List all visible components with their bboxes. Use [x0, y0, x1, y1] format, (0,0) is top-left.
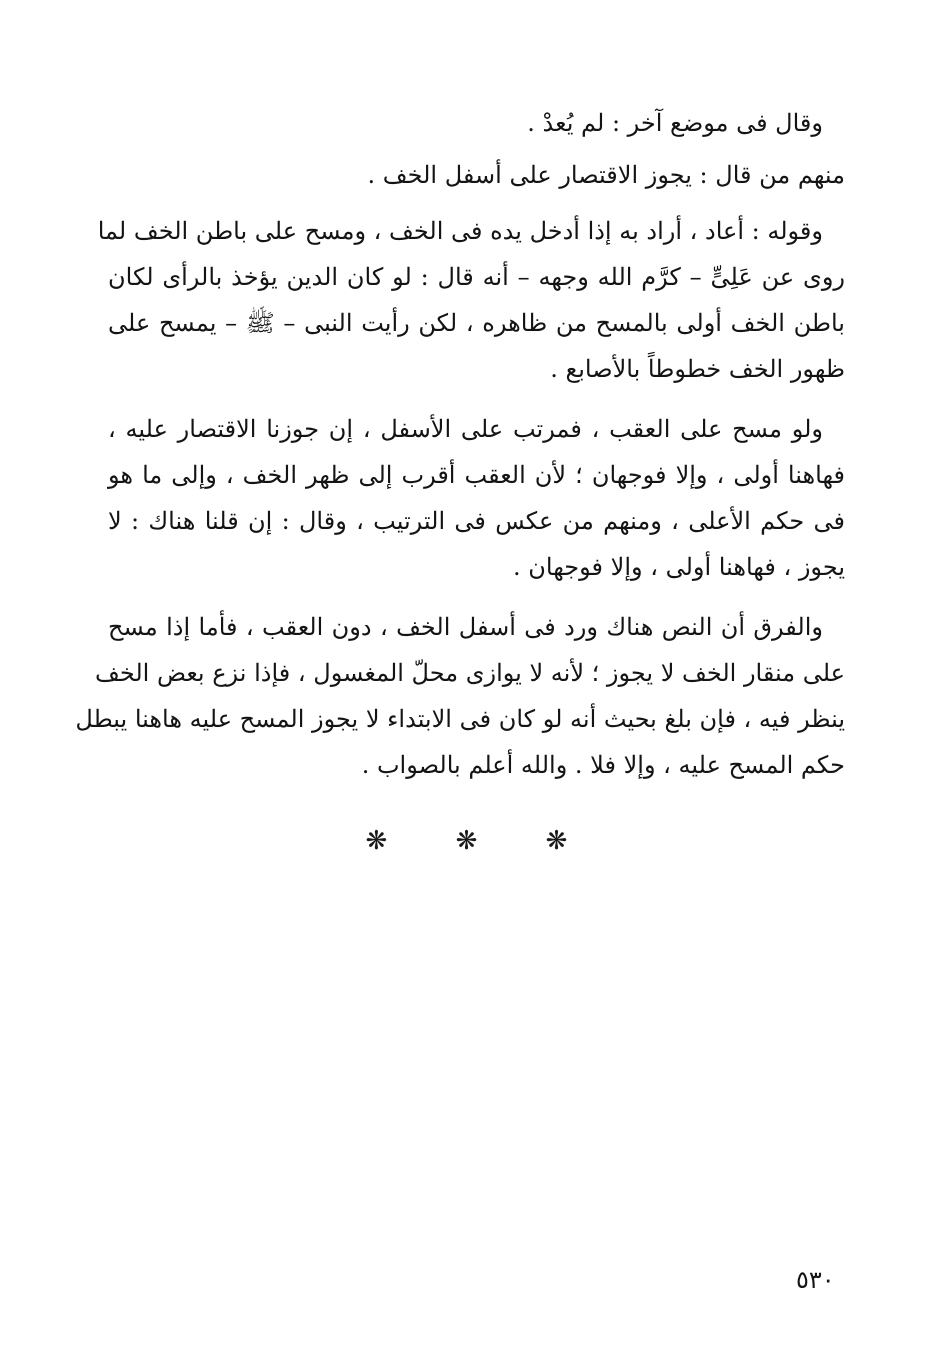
asterism-icon: ❋: [455, 826, 478, 856]
text-line: حكم المسح عليه ، وإلا فلا . والله أعلم بالصواب .: [361, 751, 845, 779]
text-line: ظهور الخف خطوطاً بالأصابع .: [550, 355, 845, 383]
text-line: منهم من قال : يجوز الاقتصار على أسفل الخف .: [367, 161, 845, 189]
text-line: باطن الخف أولى بالمسح من ظاهره ، لكن رأيت النبى – ﷺ – يمسح على: [108, 309, 845, 337]
paragraph-2: [108, 152, 845, 198]
paragraph-3: [97, 208, 845, 392]
text-line: فهاهنا أولى ، وإلا فوجهان ؛ لأن العقب أقرب إلى ظهر الخف ، وإلى ما هو: [108, 461, 845, 489]
text-line: فى حكم الأعلى ، ومنهم من عكس فى الترتيب ، وقال : إن قلنا هناك : لا: [108, 507, 845, 535]
page-number: ٥٣٠: [796, 1266, 835, 1294]
text-line: على منقار الخف لا يجوز ؛ لأنه لا يوازى محلّ المغسول ، فإذا نزع بعض الخف: [95, 659, 845, 687]
paragraph-4: [108, 406, 845, 590]
text-line: يجوز ، فهاهنا أولى ، وإلا فوجهان .: [513, 553, 845, 581]
text-line: روى عن عَلِىٍّ – كرَّم الله وجهه – أنه قال : لو كان الدين يؤخذ بالرأى لكان: [108, 263, 845, 291]
text-line: وقال فى موضع آخر : لم يُعدْ .: [527, 109, 823, 137]
text-line: وقوله : أعاد ، أراد به إذا أدخل يده فى الخف ، ومسح على باطن الخف لما: [97, 217, 823, 245]
body-text: [75, 100, 845, 794]
text-line: ينظر فيه ، فإن بلغ بحيث أنه لو كان فى الابتداء لا يجوز المسح عليه هاهنا يبطل: [75, 705, 845, 733]
text-line: والفرق أن النص هناك ورد فى أسفل الخف ، دون العقب ، فأما إذا مسح: [108, 613, 823, 641]
asterism-icon: ❋: [545, 826, 568, 856]
text-line: ولو مسح على العقب ، فمرتب على الأسفل ، إن جوزنا الاقتصار عليه ،: [108, 415, 823, 443]
asterism-icon: ❋: [365, 826, 388, 856]
section-separator: [0, 826, 933, 866]
paragraph-5: [75, 604, 845, 788]
paragraph-1: [108, 100, 845, 146]
